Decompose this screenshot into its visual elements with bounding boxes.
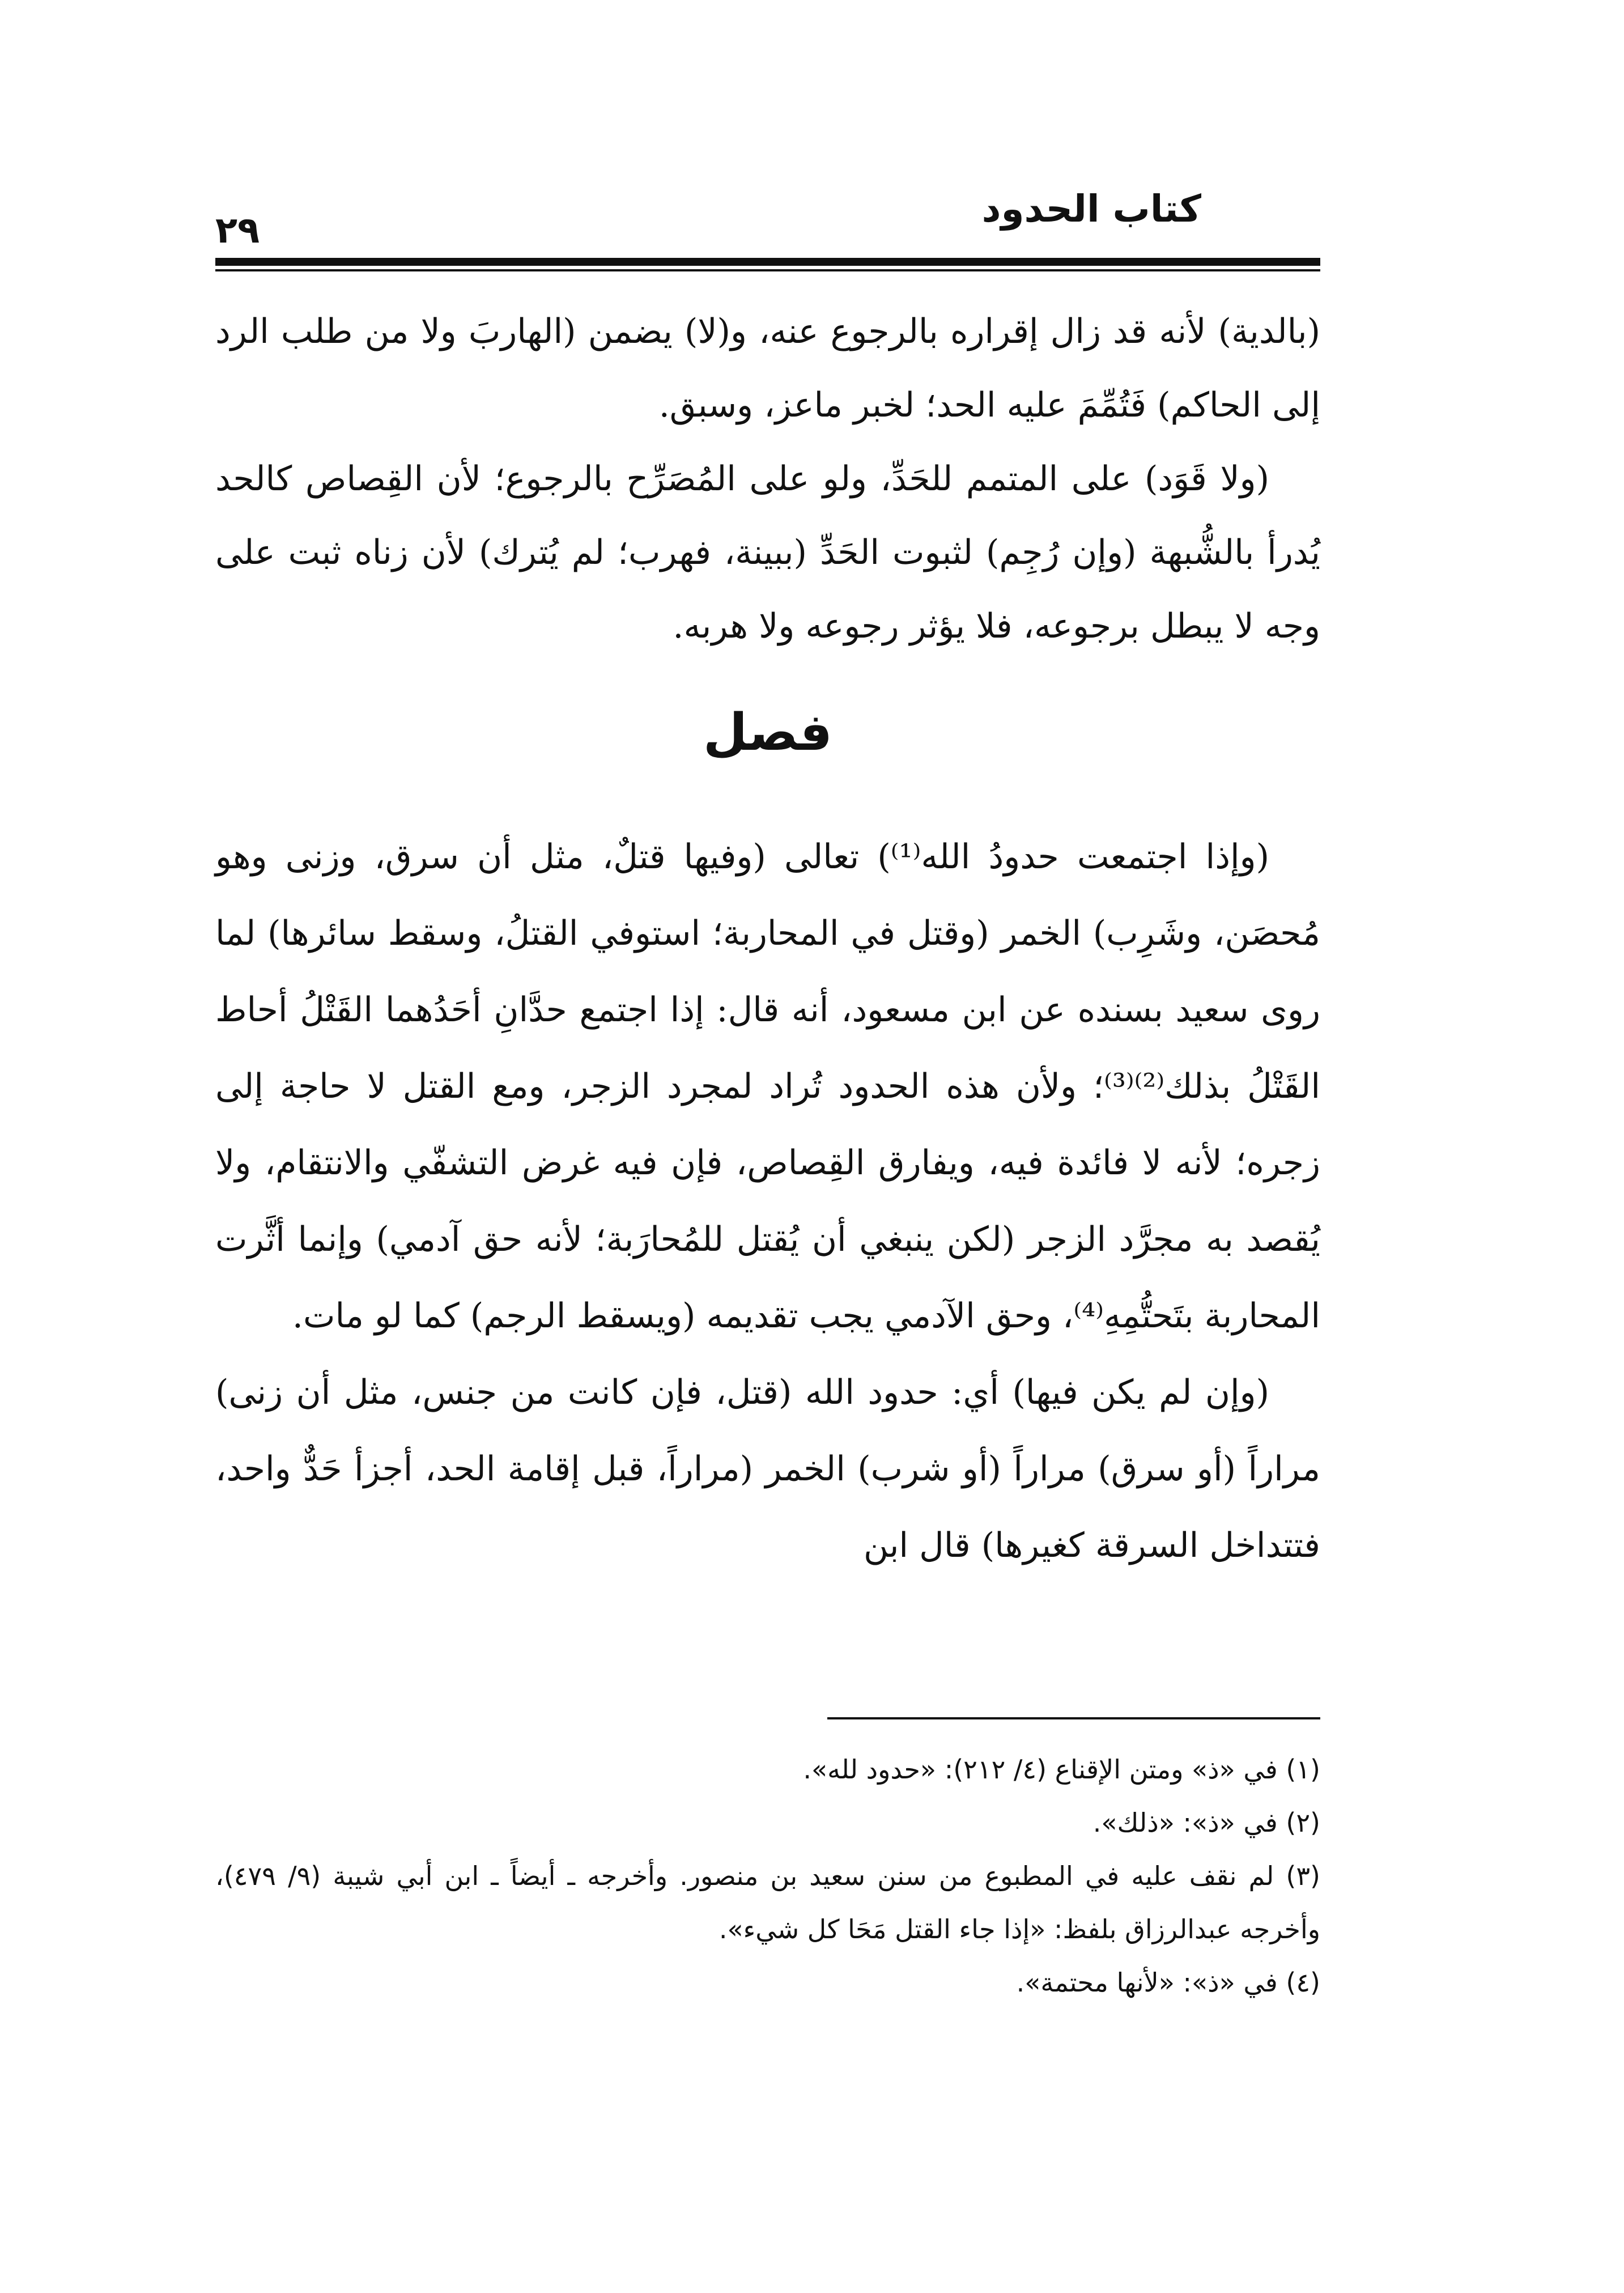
paragraph: (ولا قَوَد) على المتمم للحَدِّ، ولو على المُصَرِّح بالرجوع؛ لأن القِصاص كالحد يُدرأ بالشُّبهة (وإن رُجِم) لثبوت الحَدِّ (ببينة، فهرب؛ لم يُترك) لأن زناه ثبت على وجه لا يبطل برجوعه، فلا يؤثر رجوعه ولا هربه. xyxy=(215,459,1320,646)
paragraph: (وإذا اجتمعت حدودُ الله⁽¹⁾) تعالى (وفيها قتلٌ، مثل أن سرق، وزنى وهو مُحصَن، وشَرِب) الخمر (وقتل في المحاربة؛ استوفي القتلُ، وسقط سائرها) لما روى سعيد بسنده عن ابن مسعود، أنه قال: إذا اجتمع حدَّانِ أحَدُهما القَتْلُ أحاط القَتْلُ بذلك⁽²⁾⁽³⁾؛ ولأن هذه الحدود تُراد لمجرد الزجر، ومع القتل لا حاجة إلى زجره؛ لأنه لا فائدة فيه، ويفارق القِصاص، فإن فيه غرض التشفّي والانتقام، ولا يُقصد به مجرَّد الزجر (لكن ينبغي أن يُقتل للمُحارَبة؛ لأنه حق آدمي) وإنما أثَّرت المحاربة بتَحتُّمِهِ⁽⁴⁾، وحق الآدمي يجب تقديمه (ويسقط الرجم) كما لو مات. xyxy=(215,837,1321,1336)
header-rule-thin xyxy=(215,269,1320,271)
footnotes xyxy=(215,1743,1320,2009)
section-heading: فصل xyxy=(703,703,832,762)
paragraph: (بالدية) لأنه قد زال إقراره بالرجوع عنه، و(لا) يضمن (الهاربَ ولا من طلب الرد إلى الحاكم) فَتُمِّمَ عليه الحد؛ لخبر ماعز، وسبق. xyxy=(215,312,1320,425)
body-text-bottom xyxy=(215,819,1320,1584)
footnote: (٣) لم نقف عليه في المطبوع من سنن سعيد بن منصور. وأخرجه ـ أيضاً ـ ابن أبي شيبة (٩/ ٤٧٩)، وأخرجه عبدالرزاق بلفظ: «إذا جاء القتل مَحَا كل شيء». xyxy=(215,1861,1320,1944)
header-rule-thick xyxy=(215,258,1320,266)
footnote: (٤) في «ذ»: «لأنها محتمة». xyxy=(1016,1967,1320,1998)
running-title: كتاب الحدود xyxy=(981,187,1201,231)
footnote-separator xyxy=(827,1717,1320,1719)
footnote: (١) في «ذ» ومتن الإقناع (٤/ ٢١٢): «حدود لله». xyxy=(803,1754,1320,1785)
footnote: (٢) في «ذ»: «ذلك». xyxy=(1092,1807,1320,1838)
page-header xyxy=(215,187,1320,255)
page-number: ٢٩ xyxy=(215,210,260,252)
body-text-top xyxy=(215,295,1320,663)
paragraph: (وإن لم يكن فيها) أي: حدود الله (قتل، فإن كانت من جنس، مثل أن زنى) مراراً (أو سرق) مراراً (أو شرب) الخمر (مراراً، قبل إقامة الحد، أجزأ حَدٌّ واحد، فتتداخل السرقة كغيرها) قال ابن xyxy=(215,1373,1320,1565)
